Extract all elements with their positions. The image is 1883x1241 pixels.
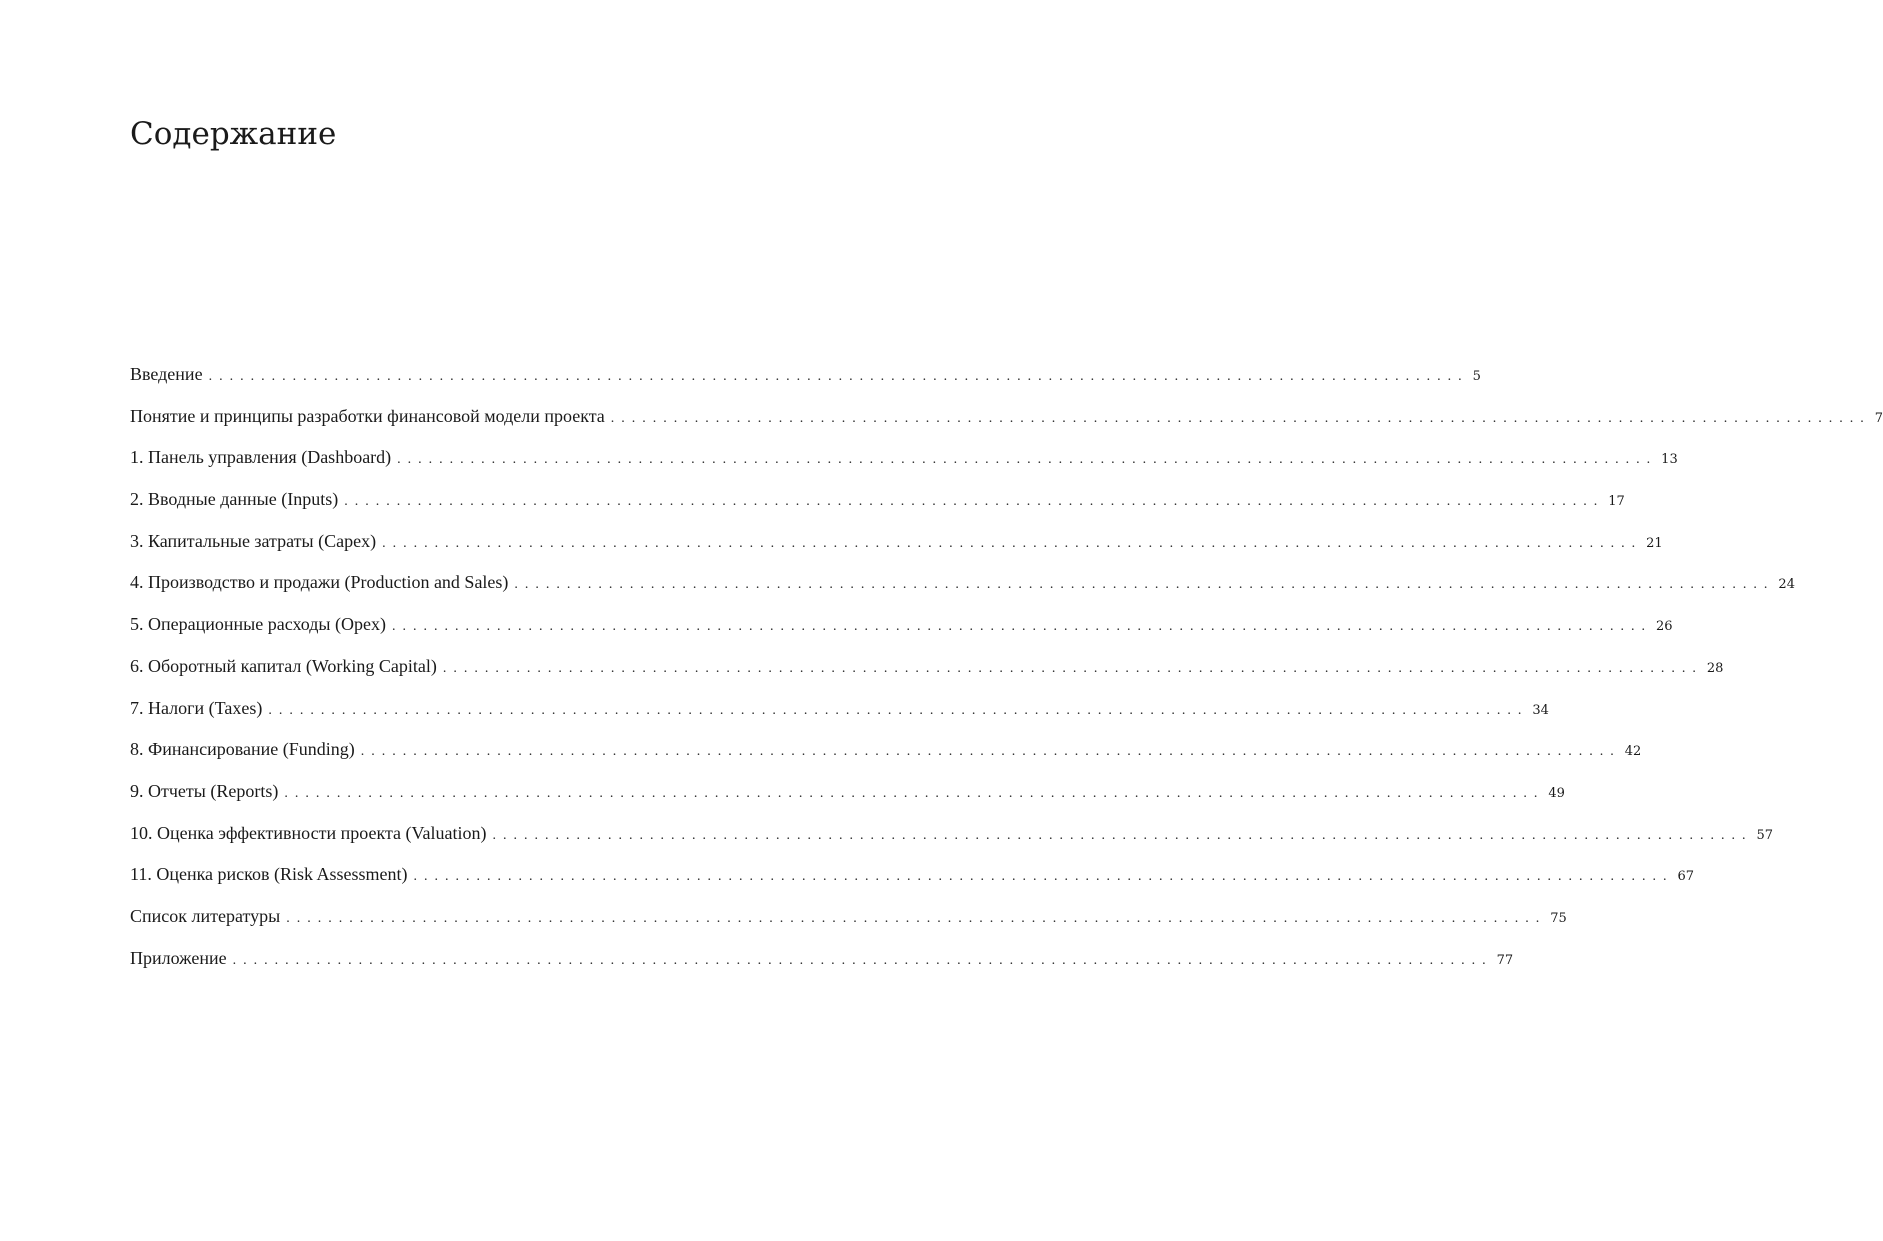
dot-leader: ........................................................................................................................ bbox=[268, 702, 1529, 718]
toc-entry-page: 24 bbox=[1778, 577, 1795, 593]
dot-leader: ........................................................................................................................ bbox=[397, 452, 1658, 468]
toc-entry[interactable] bbox=[130, 485, 1625, 527]
toc-entry[interactable] bbox=[130, 694, 1549, 736]
toc-entry-title: 1. Панель управления (Dashboard) bbox=[130, 447, 392, 468]
toc-entry[interactable] bbox=[130, 944, 1514, 986]
toc-entry-title: Список литературы bbox=[130, 905, 281, 926]
toc-entry-title: 5. Операционные расходы (Opex) bbox=[130, 614, 386, 635]
toc-entry[interactable] bbox=[130, 610, 1673, 652]
toc-entry-page: 26 bbox=[1656, 619, 1673, 635]
toc-entry-page: 7 bbox=[1874, 410, 1883, 426]
toc-entry[interactable] bbox=[130, 777, 1565, 819]
dot-leader: ........................................................................................................................ bbox=[382, 535, 1643, 551]
toc-entry[interactable] bbox=[130, 443, 1678, 485]
toc-entry-title: 4. Производство и продажи (Production and Sales) bbox=[130, 572, 509, 593]
toc-entry-page: 67 bbox=[1677, 869, 1695, 885]
toc-entry[interactable] bbox=[130, 402, 1883, 444]
toc-entry-title: 9. Отчеты (Reports) bbox=[130, 780, 279, 801]
toc-entry-page: 28 bbox=[1706, 660, 1724, 676]
dot-leader: ........................................................................................................................ bbox=[413, 869, 1674, 885]
dot-leader: ........................................................................................................................ bbox=[514, 577, 1775, 593]
dot-leader: ........................................................................................................................ bbox=[286, 910, 1547, 926]
toc-entry[interactable] bbox=[130, 860, 1695, 902]
dot-leader: ........................................................................................................................ bbox=[610, 410, 1871, 426]
toc-entry[interactable] bbox=[130, 360, 1481, 402]
page-title: Содержание bbox=[130, 116, 337, 152]
dot-leader: ........................................................................................................................ bbox=[344, 494, 1605, 510]
dot-leader: ........................................................................................................................ bbox=[492, 827, 1753, 843]
toc-entry-page: 49 bbox=[1548, 785, 1565, 801]
toc-entry-title: 2. Вводные данные (Inputs) bbox=[130, 489, 339, 510]
toc-entry-title: Приложение bbox=[130, 947, 227, 968]
dot-leader: ........................................................................................................................ bbox=[442, 660, 1703, 676]
toc-entry[interactable] bbox=[130, 819, 1774, 861]
dot-leader: ........................................................................................................................ bbox=[284, 785, 1545, 801]
toc-entry-title: 11. Оценка рисков (Risk Assessment) bbox=[130, 864, 408, 885]
toc-entry-page: 13 bbox=[1661, 452, 1678, 468]
dot-leader: ........................................................................................................................ bbox=[392, 619, 1652, 635]
toc-entry-page: 42 bbox=[1624, 744, 1642, 760]
toc-entry-title: 6. Оборотный капитал (Working Capital) bbox=[130, 655, 437, 676]
toc-entry-page: 34 bbox=[1532, 702, 1549, 718]
toc-entry-title: 7. Налоги (Taxes) bbox=[130, 697, 263, 718]
toc-entry[interactable] bbox=[130, 527, 1663, 569]
toc-entry-title: Введение bbox=[130, 364, 203, 384]
toc-entry-page: 21 bbox=[1646, 535, 1663, 551]
toc-entry[interactable] bbox=[130, 902, 1567, 944]
toc-entry-page: 5 bbox=[1472, 369, 1481, 384]
dot-leader: ........................................................................................................................ bbox=[208, 369, 1469, 384]
toc-entry[interactable] bbox=[130, 652, 1724, 694]
dot-leader: ........................................................................................................................ bbox=[360, 744, 1621, 760]
dot-leader: ........................................................................................................................ bbox=[232, 952, 1493, 968]
toc-entry[interactable] bbox=[130, 735, 1642, 777]
toc-entry-title: 10. Оценка эффективности проекта (Valuation) bbox=[130, 822, 487, 843]
toc-entry-title: 3. Капитальные затраты (Capex) bbox=[130, 530, 377, 551]
toc-entry-page: 57 bbox=[1756, 827, 1774, 843]
toc-entry-page: 17 bbox=[1608, 494, 1625, 510]
toc-entry-title: Понятие и принципы разработки финансовой модели проекта bbox=[130, 405, 605, 426]
toc-entry-title: 8. Финансирование (Funding) bbox=[130, 739, 355, 760]
toc-entry-page: 77 bbox=[1496, 952, 1514, 968]
toc-entry[interactable] bbox=[130, 568, 1795, 610]
toc-entry-page: 75 bbox=[1550, 910, 1567, 926]
table-of-contents bbox=[130, 360, 1883, 985]
